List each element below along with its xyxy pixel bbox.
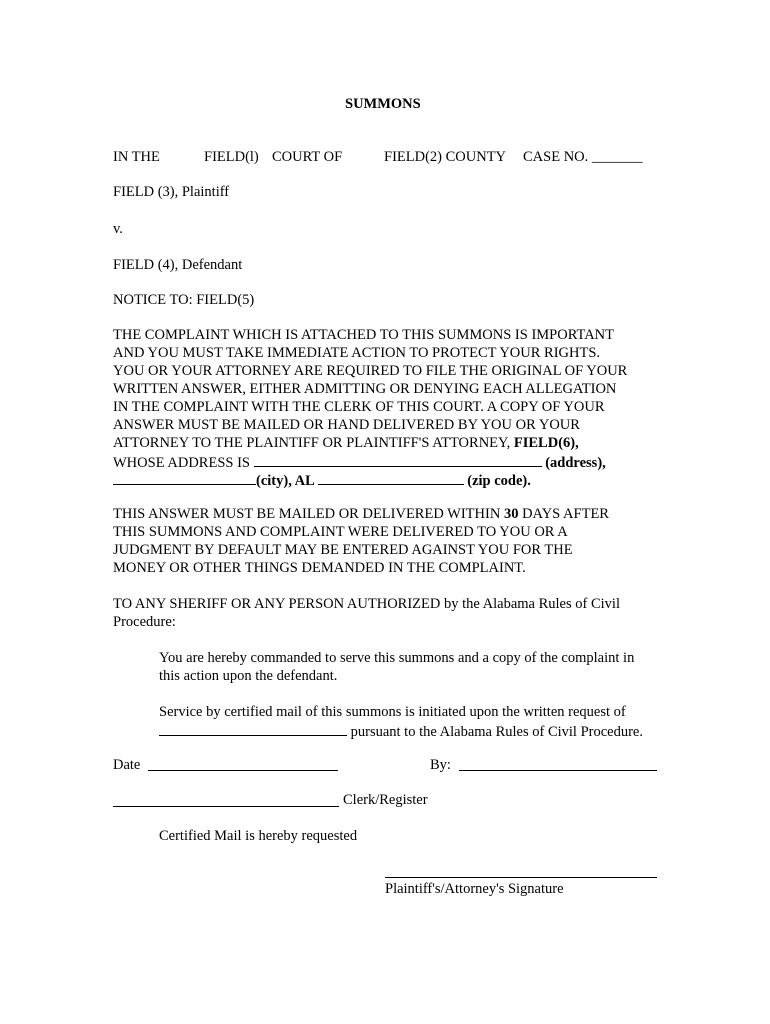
city-label: (city), AL bbox=[256, 473, 318, 489]
by-line[interactable] bbox=[459, 770, 657, 771]
complaint-line: YOU OR YOUR ATTORNEY ARE REQUIRED TO FILE THE ORIGINAL OF YOUR bbox=[113, 363, 628, 379]
sheriff-line: TO ANY SHERIFF OR ANY PERSON AUTHORIZED by the Alabama Rules of Civil bbox=[113, 596, 620, 612]
clerk-label: Clerk/Register bbox=[343, 792, 428, 808]
answer-days: 30 bbox=[503, 506, 519, 522]
answer-prefix: THIS ANSWER MUST BE MAILED OR DELIVERED WITHIN bbox=[113, 506, 504, 522]
answer-suffix: DAYS AFTER bbox=[518, 506, 609, 522]
complaint-line: ANSWER MUST BE MAILED OR HAND DELIVERED BY YOU OR YOUR bbox=[113, 417, 580, 433]
complaint-line: AND YOU MUST TAKE IMMEDIATE ACTION TO PROTECT YOUR RIGHTS. bbox=[113, 345, 601, 361]
caption-case-no: CASE NO. _______ bbox=[523, 149, 643, 165]
complaint-attorney-line bbox=[113, 434, 579, 452]
service-line: Service by certified mail of this summons is initiated upon the written request of bbox=[159, 704, 626, 720]
answer-line: MONEY OR OTHER THINGS DEMANDED IN THE COMPLAINT. bbox=[113, 560, 526, 576]
command-line: You are hereby commanded to serve this summons and a copy of the complaint in bbox=[159, 650, 635, 666]
by-label: By: bbox=[430, 757, 451, 773]
zip-label: (zip code). bbox=[463, 473, 531, 489]
plaintiff-signature-label: Plaintiff's/Attorney's Signature bbox=[385, 881, 564, 897]
certified-mail-request: Certified Mail is hereby requested bbox=[159, 828, 358, 844]
answer-line: THIS SUMMONS AND COMPLAINT WERE DELIVERED TO YOU OR A bbox=[113, 524, 568, 540]
field6-comma: , bbox=[575, 435, 579, 451]
caption-in-the: IN THE bbox=[113, 149, 160, 165]
answer-line bbox=[113, 505, 609, 523]
service-suffix: pursuant to the Alabama Rules of Civil Procedure. bbox=[347, 724, 643, 740]
city-zip-line bbox=[113, 470, 531, 490]
caption-field1: FIELD(l) bbox=[204, 149, 259, 165]
field6: FIELD(6) bbox=[513, 435, 576, 451]
address-label: (address), bbox=[541, 455, 606, 471]
complaint-line: THE COMPLAINT WHICH IS ATTACHED TO THIS SUMMONS IS IMPORTANT bbox=[113, 327, 614, 343]
caption-court-of: COURT OF bbox=[272, 149, 343, 165]
notice-to: NOTICE TO: FIELD(5) bbox=[113, 292, 255, 308]
address-line bbox=[113, 452, 606, 472]
zip-blank[interactable] bbox=[318, 470, 464, 485]
command-line: this action upon the defendant. bbox=[159, 668, 338, 684]
attorney-text: ATTORNEY TO THE PLAINTIFF OR PLAINTIFF'S ATTORNEY, bbox=[113, 435, 514, 451]
clerk-line[interactable] bbox=[113, 806, 339, 807]
address-prefix: WHOSE ADDRESS IS bbox=[113, 455, 254, 471]
sheriff-line: Procedure: bbox=[113, 614, 176, 630]
document-title: SUMMONS bbox=[345, 96, 421, 112]
service-line-2 bbox=[159, 721, 643, 741]
defendant-line: FIELD (4), Defendant bbox=[113, 257, 243, 273]
date-line[interactable] bbox=[148, 770, 338, 771]
address-blank[interactable] bbox=[254, 452, 542, 467]
versus: v. bbox=[113, 221, 123, 237]
plaintiff-signature-line[interactable] bbox=[385, 877, 657, 878]
complaint-line: WRITTEN ANSWER, EITHER ADMITTING OR DENYING EACH ALLEGATION bbox=[113, 381, 617, 397]
date-label: Date bbox=[113, 757, 141, 773]
complaint-line: IN THE COMPLAINT WITH THE CLERK OF THIS COURT. A COPY OF YOUR bbox=[113, 399, 605, 415]
caption-field2-county: FIELD(2) COUNTY bbox=[384, 149, 507, 165]
requester-blank[interactable] bbox=[159, 721, 347, 736]
answer-line: JUDGMENT BY DEFAULT MAY BE ENTERED AGAINST YOU FOR THE bbox=[113, 542, 573, 558]
plaintiff-line: FIELD (3), Plaintiff bbox=[113, 184, 230, 200]
city-blank[interactable] bbox=[113, 470, 256, 485]
